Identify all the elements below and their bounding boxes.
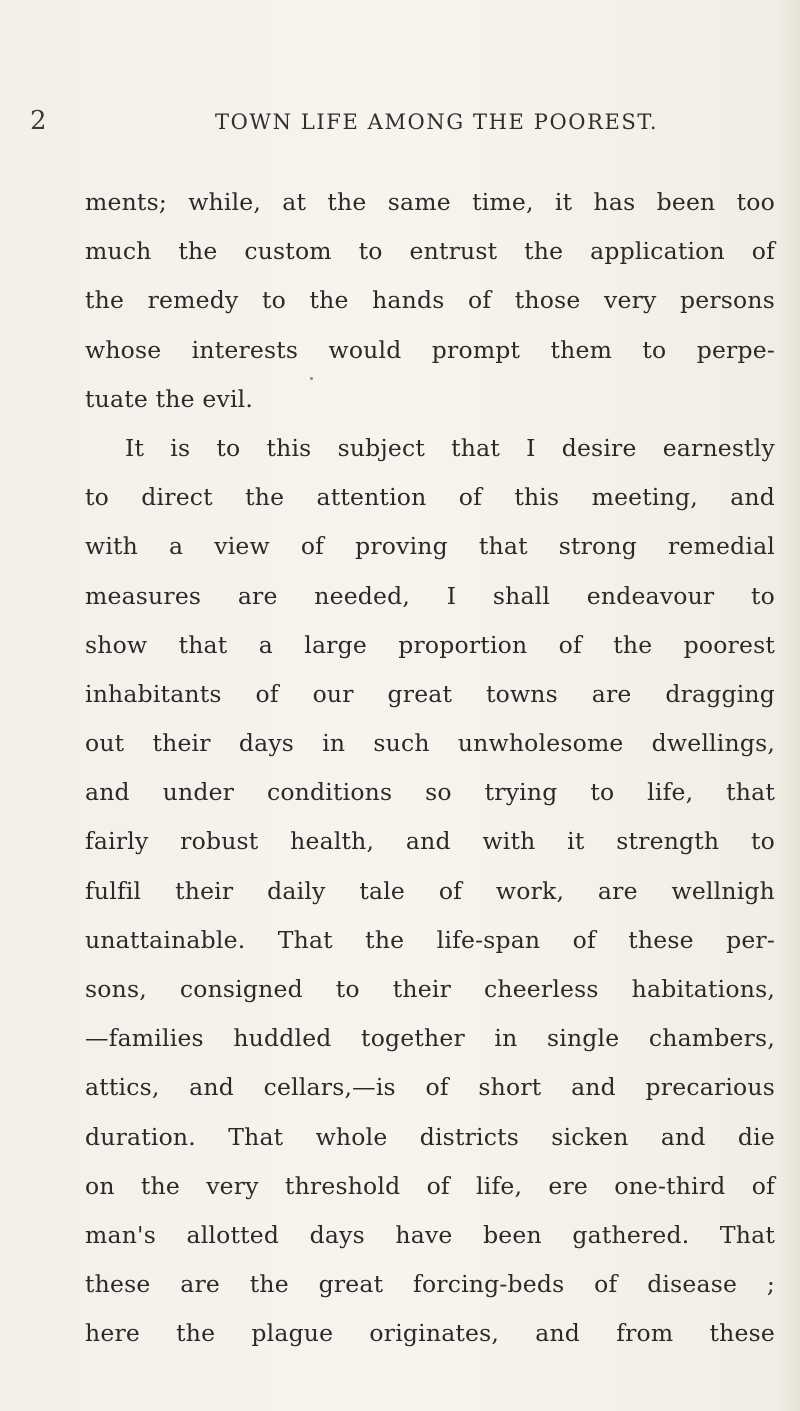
page-header [30,106,770,146]
text-line: duration. That whole districts sicken and die [85,1122,775,1151]
text-line: here the plague originates, and from these [85,1319,775,1348]
text-line: attics, and cellars,—is of short and precarious [85,1073,775,1102]
text-line: fulfil their daily tale of work, are wellnigh [85,876,775,905]
text-line: out their days in such unwholesome dwellings, [85,729,775,758]
text-line: and under conditions so trying to life, that [85,778,775,807]
text-line: ments; while, at the same time, it has been too [85,188,775,216]
page-number: 2 [30,106,47,136]
text-line: the remedy to the hands of those very persons [85,286,775,315]
text-line: much the custom to entrust the application of [85,237,775,266]
text-line: fairly robust health, and with it strength to [85,827,775,856]
text-line: show that a large proportion of the poorest [85,630,775,659]
text-line: on the very threshold of life, ere one-third of [85,1171,775,1200]
text-line: —families huddled together in single chambers, [85,1024,775,1053]
running-head: TOWN LIFE AMONG THE POOREST. [215,110,659,134]
body-text [85,178,775,1359]
text-line: to direct the attention of this meeting, and [85,483,775,512]
text-line: measures are needed, I shall endeavour to [85,581,775,610]
text-line: these are the great forcing-beds of disease ; [85,1270,775,1299]
text-line: with a view of proving that strong remedial [85,532,775,561]
text-line: whose interests would prompt them to perpe- [85,335,775,364]
text-line: tuate the evil. [85,384,254,413]
text-line: inhabitants of our great towns are dragging [85,679,775,708]
text-line: unattainable. That the life-span of these per- [85,925,775,954]
text-line: man's allotted days have been gathered. That [85,1220,775,1249]
page-edge-shadow [778,0,800,1411]
text-line: sons, consigned to their cheerless habitations, [85,975,775,1003]
text-line: It is to this subject that I desire earnestly [125,433,775,462]
